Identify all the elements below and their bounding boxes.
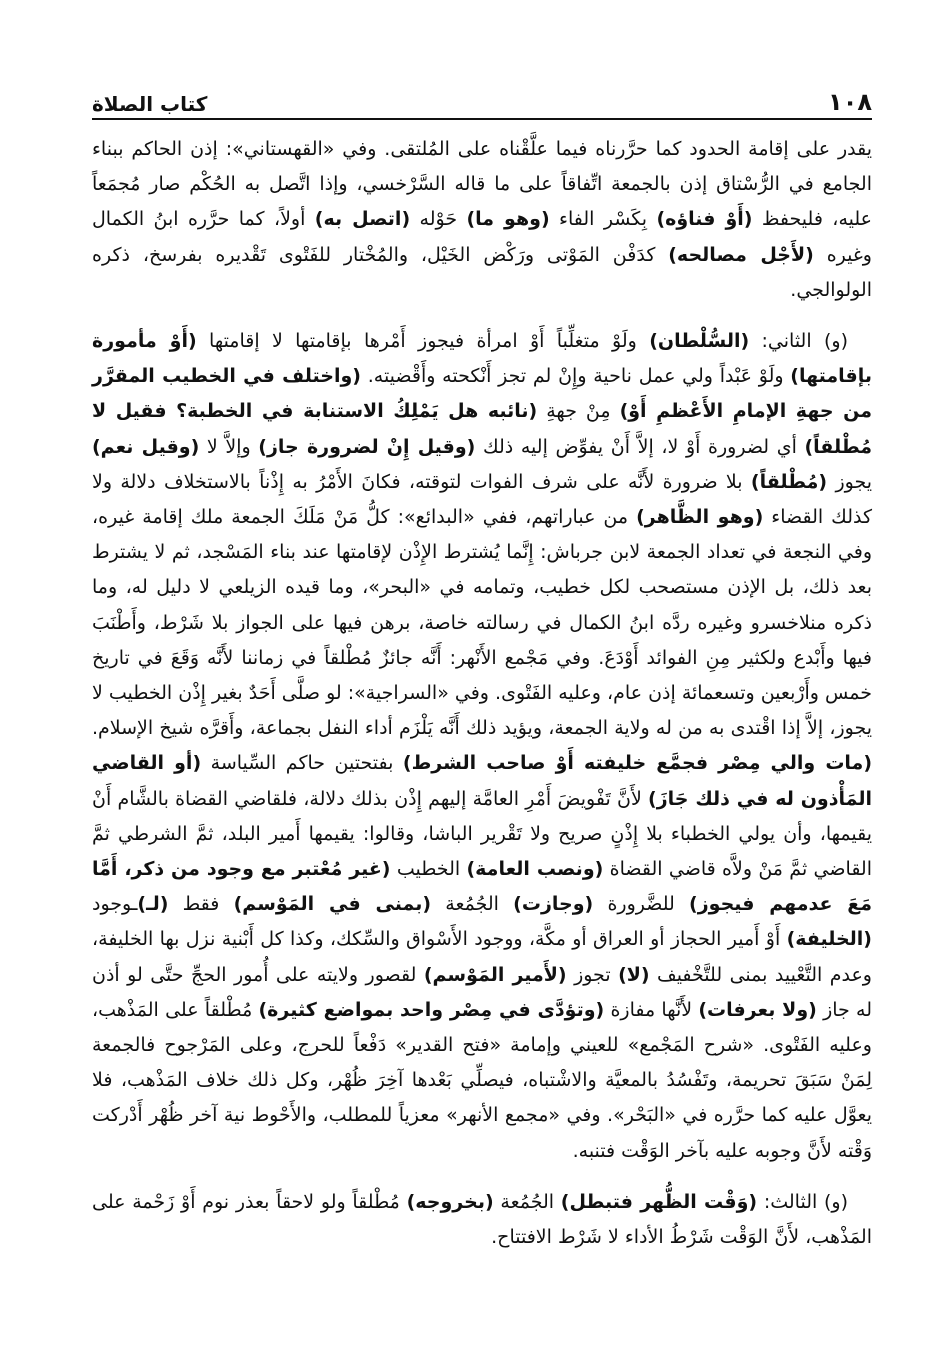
commentary-text: يقدر على إقامة الحدود كما حرَّرناه فيما علَّقْناه على المُلتقى. وفي «القهستاني»: إذن الحاكم ببناء الجامع في الرُّسْتاق إذن بالجمعة اتِّفاقاً على ما قاله السَّرْخسي، وإذا اتَّصل به الحُكْم صار مُجمَعاً عليه، فليحفظ	[92, 138, 872, 231]
matn-text: (ونصب العامة)	[466, 858, 604, 881]
commentary-text: تجوز	[566, 963, 619, 986]
commentary-text: من عباراتهم، ففي «البدائع»: كلُّ مَنْ مَلَكَ الجمعة ملك إقامة غيره، وفي النجعة في تعداد الجمعة لابن جرباش: إِنَّما يُشترط الإِذْن لإقامتها عند بناء المَسْجد، ثم لا يشترط بعد ذلك، بل الإذن مستصحب لكل خطيب، وتمامه في «البحر»، وما قيده الزيلعي لا دليل له، وما ذكره منلاخسرو وغيره ردَّه ابنُ الكمال في رسالته خاصة، برهن فيها على الجواز بلا شَرْط، وأَطْنَبَ فيها وأَبْدع ولكثير مِنِ الفوائد أَوْدَعَ. وفي مَجْمع الأَنْهر: أَنَّه جائزٌ مُطْلقاً في زماننا لأَنَّه وَقَعَ في تاريخ خمس وأَرْبعين وتسعمائة إذن عام، وعليه الفَتْوى. وفي «السراجية»: لو صلَّى أَحَدٌ بغير إِذْن الخطيب لا يجوز، إلاَّ إذا اقْتدى به من له ولاية الجمعة، ويؤيد ذلك أَنَّه يَلْزَم أداء النفل بجماعة، وأَقرَّه شيخ الإسلام.	[92, 506, 872, 740]
commentary-text: ولَوْ عَبْداً ولي عمل ناحية وإِنْ لم تجز أَنْكحته وأَقْضيته.	[360, 365, 791, 388]
commentary-text: (و) الثالث:	[757, 1190, 849, 1213]
matn-text: (اتصل به)	[314, 208, 411, 231]
commentary-text: أَوْ أَمير الحجاز أو العراق أو مكَّة، ووجود الأَسْواق والسِّكك، وكذا كل أَبْنية نزل بها الخليفة، وعدم التَّعْييد بمنى للتَّخْفيف	[92, 928, 872, 986]
body-text	[92, 132, 872, 1255]
matn-text: (وتؤدَّى في مِصْر واحد بمواضع كثيرة)	[258, 998, 605, 1021]
page-header	[92, 80, 872, 120]
commentary-text: الجُمُعة	[431, 893, 514, 916]
commentary-text: مُطْلقاً ولو لاحقاً بعذر نوم أَوْ زَحْمة على المَذْهب، لأَنَّ الوَقْت شَرْطُ الأداء لا شَرْط الافتتاح.	[92, 1190, 872, 1249]
commentary-text: لقصور ولايته على أُمور الحجِّ حتَّى لو أذن له جاز	[92, 963, 873, 1021]
commentary-text: بفتحتين حاكم السِّياسة	[201, 752, 403, 775]
commentary-text: يجوز	[827, 470, 872, 493]
matn-text: (لأَجْل مصالحه)	[668, 243, 814, 266]
page-number: ١٠٨	[828, 88, 872, 116]
matn-text: (ولا بعرفات)	[698, 998, 817, 1021]
matn-text: (أَوْ مأمورة بإقامتها)	[92, 330, 872, 388]
commentary-text: فقط	[168, 893, 234, 916]
matn-text: (وقيل إِنْ لضرورة جاز)	[258, 435, 476, 458]
commentary-text: الخطيب	[390, 858, 467, 881]
commentary-text: الجُمُعة	[493, 1190, 561, 1213]
commentary-text: وإلاَّ لا	[199, 435, 259, 458]
matn-text: (لـ)	[137, 893, 169, 916]
book-page	[92, 80, 872, 1350]
commentary-text: مِنْ جهةِ	[537, 400, 620, 423]
commentary-text: ولَوْ متغلِّباً أَوْ امرأة فيجوز أَمْرها بإقامتها لا إقامتها	[196, 330, 650, 353]
matn-text: (الخليفة)	[786, 928, 872, 951]
commentary-text: (و) الثاني:	[749, 330, 848, 353]
commentary-text: أي لضرورة أَوْ لا، إلاَّ أَنْ يفوِّض إليه ذلك	[475, 435, 805, 458]
matn-text: (لأَمير المَوْسم)	[423, 963, 567, 986]
matn-text: (لا)	[618, 963, 650, 986]
matn-text: (غير مُعْتبر مع وجود من ذكر، أَمَّا مَعَ عدمهم فيجوز)	[92, 858, 872, 916]
commentary-text: لأَنَّ تَفْويضَ أَمْرِ العامَّة إليهم إِذْن بذلك دلالة، فلقاضي القضاة بالشَّام أَنْ يقيمها، وأن يولي الخطباء بلا إِذْنٍ صريح ولا تَقْرير الباشا، وقالوا: يقيمها أَمير البلد، ثمَّ الشرطي ثمَّ القاضي ثمَّ مَنْ ولاَّه قاضي القضاة	[92, 787, 872, 881]
commentary-text: بِكَسْر الفاء	[549, 208, 657, 231]
paragraph-2	[92, 324, 872, 1169]
matn-text: (وَقْت الظُّهر فتبطل)	[560, 1190, 758, 1213]
matn-text: (بخروجه)	[406, 1190, 494, 1213]
commentary-text: مُطْلقاً على المَذْهب، وعليه الفَتْوى. «شرح المَجْمع» للعيني وإمامة «فتح القدير» دَفْعاً للحرج، وعلى المَرْجوح فالجمعة لِمَنْ سَبَقَ تحريمة، وتَفْسُدُ بالمعيَّة والاشْتباه، فيصلِّي بَعْدها آخِرَ ظُهْر، وكل ذلك خلاف المَذْهب، فلا يعوَّل عليه كما حرَّره في «البَحْر». وفي «مجمع الأنهر» معزياً للمطلب، والأَحْوط نية آخر ظُهْر أَدْركت وَقْته لأَنَّ وجوبه عليه بآخر الوَقْت فتنبه.	[92, 998, 872, 1162]
matn-text: (مُطْلقاً)	[750, 470, 828, 493]
matn-text: (أَوْ فناؤه)	[656, 208, 753, 231]
matn-text: (وهو الظَّاهر)	[636, 506, 764, 529]
matn-text: (وهو ما)	[466, 208, 550, 231]
commentary-text: للضَّرورة	[593, 893, 690, 916]
matn-text: (واختلف في الخطيب المقرَّر من جهةِ الإمامِ الأَعْظمِ أَوْ)	[92, 365, 872, 423]
commentary-text: ـوجود	[92, 893, 138, 916]
matn-text: (وقيل نعم)	[92, 435, 200, 458]
paragraph-1	[92, 132, 872, 308]
commentary-text: بلا ضرورة لأَنَّه على شرف الفوات لتوقته، فكانَ الأَمْرُ به إِذْناً بالاستخلاف دلالة ولا كذلك القضاء	[92, 470, 873, 529]
paragraph-3	[92, 1185, 872, 1255]
commentary-text: حَوْله	[410, 208, 467, 231]
commentary-text: لأَنَّها مفازة	[604, 998, 699, 1021]
matn-text: (نائبه هل يَمْلِكُ الاستنابة في الخطبة؟ فقيل لا مُطْلقاً)	[92, 400, 873, 458]
matn-text: (وجازت)	[513, 893, 594, 916]
commentary-text: أولاً، كما حرَّره ابنُ الكمال وغيره	[92, 208, 872, 266]
matn-text: (أو القاضي المَأْذون له في ذلك جَازَ)	[92, 752, 872, 810]
running-title: كتاب الصلاة	[92, 92, 208, 116]
matn-text: (مات والي مِصْر فجمَّع خليفته أَوْ صاحب الشرط)	[402, 752, 873, 775]
matn-text: (السُّلْطان)	[649, 330, 750, 353]
commentary-text: كدَفْن المَوْتى ورَكْض الخَيْل، والمُخْتار للفَتْوى تَقْديره بفرسخ، ذكره الولوالجي.	[92, 243, 872, 301]
matn-text: (بمنى في المَوْسم)	[233, 893, 432, 916]
